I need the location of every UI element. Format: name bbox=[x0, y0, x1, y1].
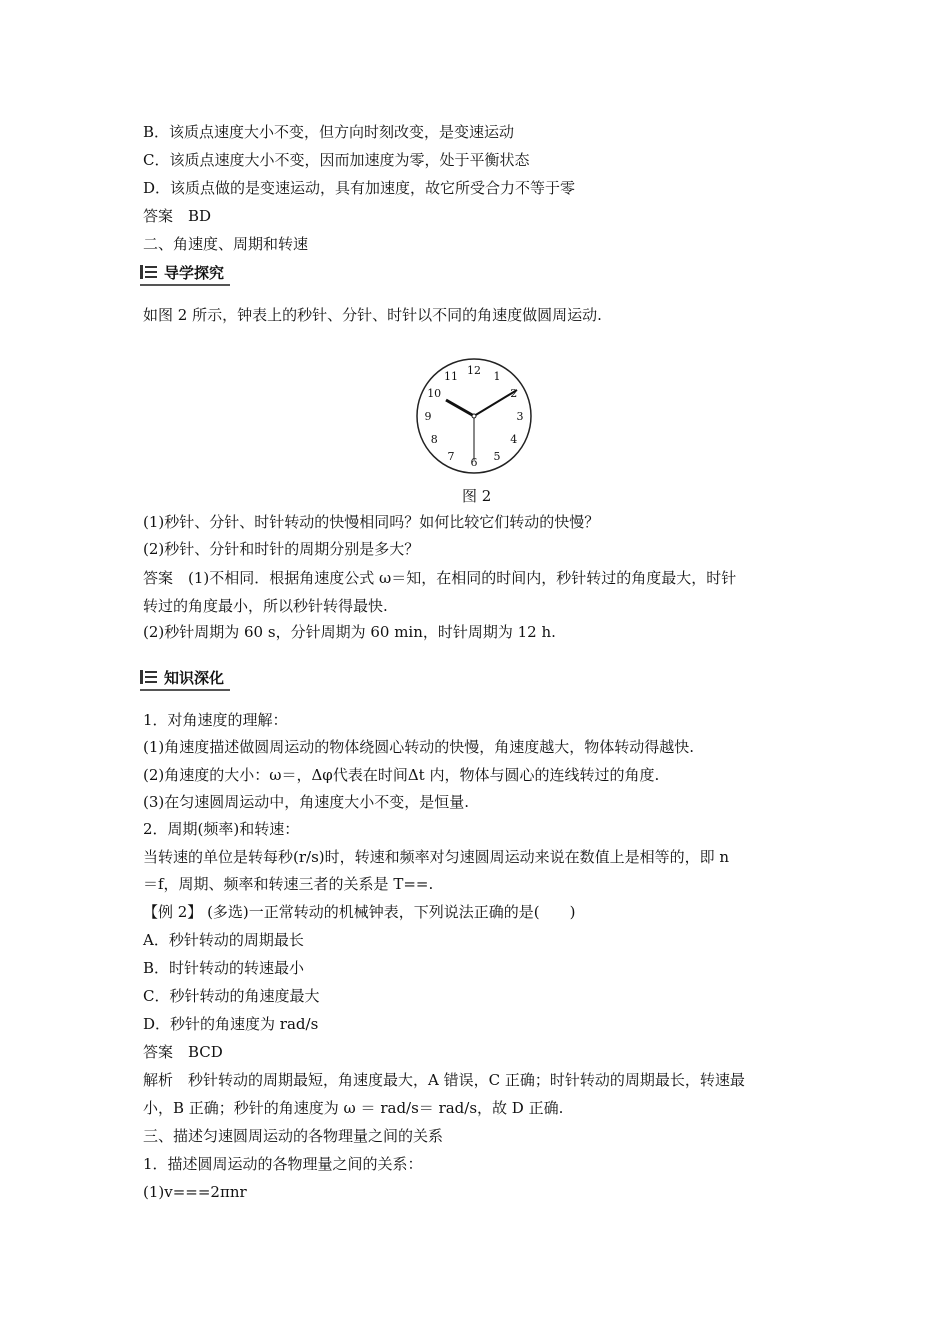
minute-hand bbox=[474, 390, 517, 416]
example-analysis: 解析 秒针转动的周期最短，角速度最大，A 错误，C 正确；时针转动的周期最长，转速最 bbox=[143, 1071, 745, 1089]
example-answer: 答案 BCD bbox=[143, 1043, 223, 1061]
example-option-b: B．时针转动的转速最小 bbox=[143, 959, 305, 977]
option-d: D．该质点做的是变速运动，具有加速度，故它所受合力不等于零 bbox=[143, 179, 576, 197]
clock-number: 2 bbox=[510, 387, 518, 400]
deepen-header bbox=[140, 665, 230, 691]
clock-number: 4 bbox=[510, 433, 518, 446]
figure-caption: 图 2 bbox=[462, 487, 492, 505]
answer-2-part-1b: 转过的角度最小，所以秒针转得最快. bbox=[143, 597, 388, 615]
clock-center bbox=[472, 414, 476, 418]
knowledge-1-2: (2)角速度的大小：ω＝，Δφ代表在时间Δt 内，物体与圆心的连线转过的角度. bbox=[143, 766, 660, 784]
clock-number: 3 bbox=[516, 410, 524, 423]
list-icon bbox=[140, 670, 158, 684]
section-3-formula: (1)v===2πnr bbox=[143, 1183, 247, 1201]
example-option-a: A．秒针转动的周期最长 bbox=[143, 931, 304, 949]
knowledge-1: 1．对角速度的理解： bbox=[143, 711, 288, 729]
knowledge-2: 2．周期(频率)和转速： bbox=[143, 820, 300, 838]
clock-number: 1 bbox=[493, 370, 501, 384]
clock-number: 9 bbox=[424, 410, 432, 423]
clock-number: 7 bbox=[447, 449, 455, 463]
hour-hand bbox=[446, 400, 474, 416]
deepen-header-label: 知识深化 bbox=[164, 668, 225, 687]
answer-1: 答案 BD bbox=[143, 207, 212, 225]
knowledge-2-text: 当转速的单位是转每秒(r/s)时，转速和频率对匀速圆周运动来说在数值上是相等的，即 n bbox=[143, 848, 730, 866]
knowledge-1-3: (3)在匀速圆周运动中，角速度大小不变，是恒量. bbox=[143, 793, 470, 811]
answer-2-part-2: (2)秒针周期为 60 s，分针周期为 60 min，时针周期为 12 h. bbox=[143, 623, 556, 641]
option-c: C．该质点速度大小不变，因而加速度为零，处于平衡状态 bbox=[143, 151, 530, 169]
intro-text: 如图 2 所示，钟表上的秒针、分针、时针以不同的角速度做圆周运动. bbox=[143, 306, 602, 324]
section-3-item-1: 1．描述圆周运动的各物理量之间的关系： bbox=[143, 1155, 423, 1173]
knowledge-2-text-b: ＝f，周期、频率和转速三者的关系是 T==. bbox=[143, 875, 434, 893]
knowledge-1-1: (1)角速度描述做圆周运动的物体绕圆心转动的快慢，角速度越大，物体转动得越快. bbox=[143, 738, 695, 756]
clock-number: 6 bbox=[470, 456, 478, 469]
section-2-title: 二、角速度、周期和转速 bbox=[143, 235, 309, 253]
example-2-title: 【例 2】 (多选)一正常转动的机械钟表，下列说法正确的是( ) bbox=[143, 903, 576, 921]
clock-number: 8 bbox=[430, 433, 438, 446]
example-option-d: D．秒针的角速度为 rad/s bbox=[143, 1015, 319, 1033]
answer-2-part-1: 答案 (1)不相同．根据角速度公式 ω＝知，在相同的时间内，秒针转过的角度最大，时针 bbox=[143, 569, 737, 587]
section-3-title: 三、描述匀速圆周运动的各物理量之间的关系 bbox=[143, 1127, 444, 1145]
option-b: B．该质点速度大小不变，但方向时刻改变，是变速运动 bbox=[143, 123, 515, 141]
example-analysis-b: 小，B 正确；秒针的角速度为 ω ＝ rad/s＝ rad/s，故 D 正确. bbox=[143, 1099, 564, 1117]
question-1: (1)秒针、分针、时针转动的快慢相同吗？如何比较它们转动的快慢？ bbox=[143, 513, 600, 531]
clock-number: 11 bbox=[444, 370, 458, 384]
clock-number: 10 bbox=[427, 387, 442, 400]
list-icon bbox=[140, 265, 158, 279]
clock-number: 12 bbox=[467, 364, 481, 377]
clock-figure bbox=[414, 356, 534, 476]
example-option-c: C．秒针转动的角速度最大 bbox=[143, 987, 320, 1005]
guide-header bbox=[140, 260, 230, 286]
guide-header-label: 导学探究 bbox=[164, 263, 225, 282]
clock-number: 5 bbox=[493, 449, 501, 463]
question-2: (2)秒针、分针和时针的周期分别是多大？ bbox=[143, 540, 420, 558]
